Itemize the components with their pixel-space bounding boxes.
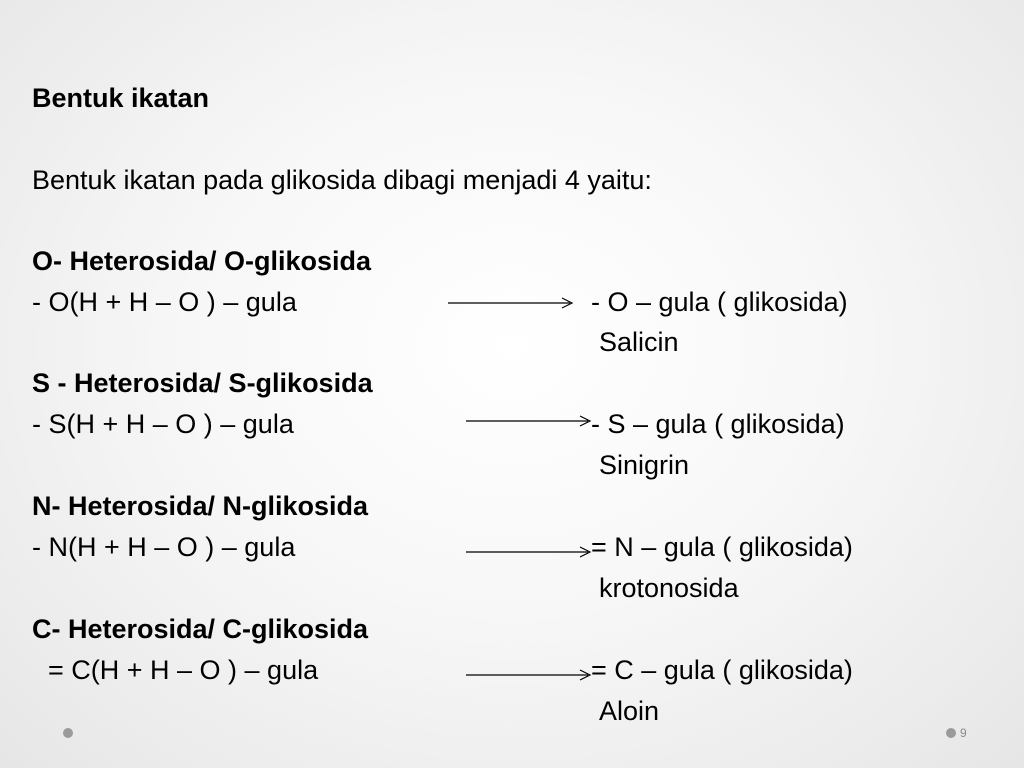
slide-heading: Bentuk ikatan [32,83,210,113]
section-title-n: N- Heterosida/ N-glikosida [32,491,369,521]
product-c: = C – gula ( glikosida) [591,655,853,685]
example-s: Sinigrin [599,450,690,480]
section-title-o: O- Heterosida/ O-glikosida [32,246,372,276]
footer-dot-right-icon [946,728,956,738]
example-c: Aloin [599,696,660,726]
section-title-s: S - Heterosida/ S-glikosida [32,368,373,398]
product-n: = N – gula ( glikosida) [591,532,853,562]
reaction-arrow-s [466,415,592,427]
intro-text: Bentuk ikatan pada glikosida dibagi menjadi 4 yaitu: [32,165,652,195]
reaction-s: - S(H + H – O ) – gula [32,409,294,439]
reaction-arrow-o [448,297,574,309]
reaction-c: = C(H + H – O ) – gula [48,655,319,685]
reaction-o: - O(H + H – O ) – gula [32,287,297,317]
product-s: - S – gula ( glikosida) [591,409,845,439]
reaction-arrow-n [466,546,592,558]
reaction-n: - N(H + H – O ) – gula [32,532,296,562]
footer-dot-left-icon [63,728,73,738]
example-o: Salicin [599,327,679,357]
reaction-arrow-c [466,669,592,681]
section-title-c: C- Heterosida/ C-glikosida [32,614,369,644]
example-n: krotonosida [599,573,739,603]
product-o: - O – gula ( glikosida) [591,287,848,317]
page-number: 9 [960,726,967,740]
